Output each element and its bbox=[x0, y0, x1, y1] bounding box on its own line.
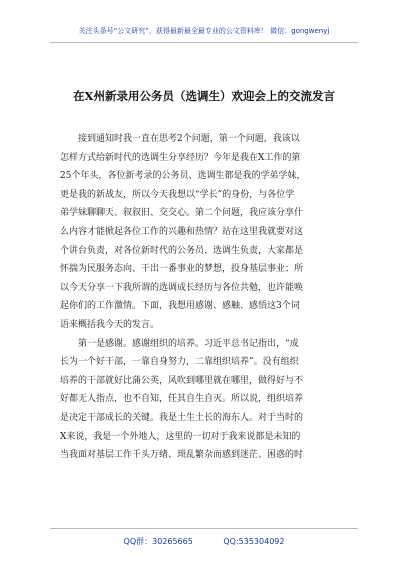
body-line: 以今天分享一下我所谓的选调成长经历与各位共勉，也许能唤 bbox=[60, 282, 304, 293]
body-line: X来说，我是一个外地人，这里的一切对于我来说都是未知的 bbox=[60, 431, 301, 442]
footer-qq: QQ:535304092 bbox=[223, 537, 285, 546]
body-line: 接到通知时我一直在思考2个问题，第一个问题，我该以 bbox=[60, 134, 300, 144]
document-body bbox=[60, 130, 350, 465]
body-line: 第一是感谢。感谢组织的培养。习近平总书记指出，“成 bbox=[60, 338, 299, 349]
body-line: 弟学妹聊聊天、叙叙旧、交交心。第二个问题，我应该分享什 bbox=[60, 208, 304, 219]
body-line: 么内容才能掀起各位工作的兴趣和热情？站在这里我就要对这 bbox=[60, 226, 304, 237]
body-line: 个讲台负责，对各位新时代的公务员、选调生负责，大家都是 bbox=[60, 245, 304, 256]
header-note: 关注头条号“公文研究”，获得最新最全最专业的公文资料库！ 微信：gongwenyj bbox=[78, 27, 330, 35]
document-title: 在X州新录用公务员（选调生）欢迎会上的交流发言 bbox=[73, 89, 335, 103]
body-line: 更是我的新战友，所以今天我想以“学长”的身份，与各位学 bbox=[60, 189, 295, 200]
body-line: 语来概括我今天的发言。 bbox=[60, 319, 160, 330]
footer-qq-group: QQ群：30265665 bbox=[123, 537, 193, 546]
body-line: 当我面对基层工作千头万绪、琐乱繁杂而感到迷茫、困惑的时 bbox=[60, 450, 304, 461]
body-line: 起你们的工作激情。下面，我想用感谢、感触、感悟这3个词 bbox=[60, 301, 300, 312]
header-divider bbox=[50, 42, 358, 43]
body-line: 怀揣为民服务态向、干出一番事业的梦想，投身基层事业；所 bbox=[60, 264, 304, 275]
body-line: 25个年头，各位新考录的公务员、选调生都是我的学弟学妹， bbox=[60, 171, 306, 182]
body-line: 培养的干部就好比蒲公英，风吹到哪里就在哪里，做得好与不 bbox=[60, 375, 304, 386]
footer-divider bbox=[50, 528, 358, 529]
body-line: 好都无人指点，也不自知，任其自生自灭。所以说，组织培养 bbox=[60, 394, 304, 405]
footer bbox=[0, 536, 408, 547]
body-line: 长为一个好干部，一靠自身努力，二靠组织培养”。没有组织 bbox=[60, 357, 299, 368]
body-line: 是决定干部成长的关键。我是土生土长的海东人。对于当时的 bbox=[60, 412, 304, 423]
body-line: 怎样方式给新时代的选调生分享经历？今年是我在X工作的第 bbox=[60, 152, 301, 163]
